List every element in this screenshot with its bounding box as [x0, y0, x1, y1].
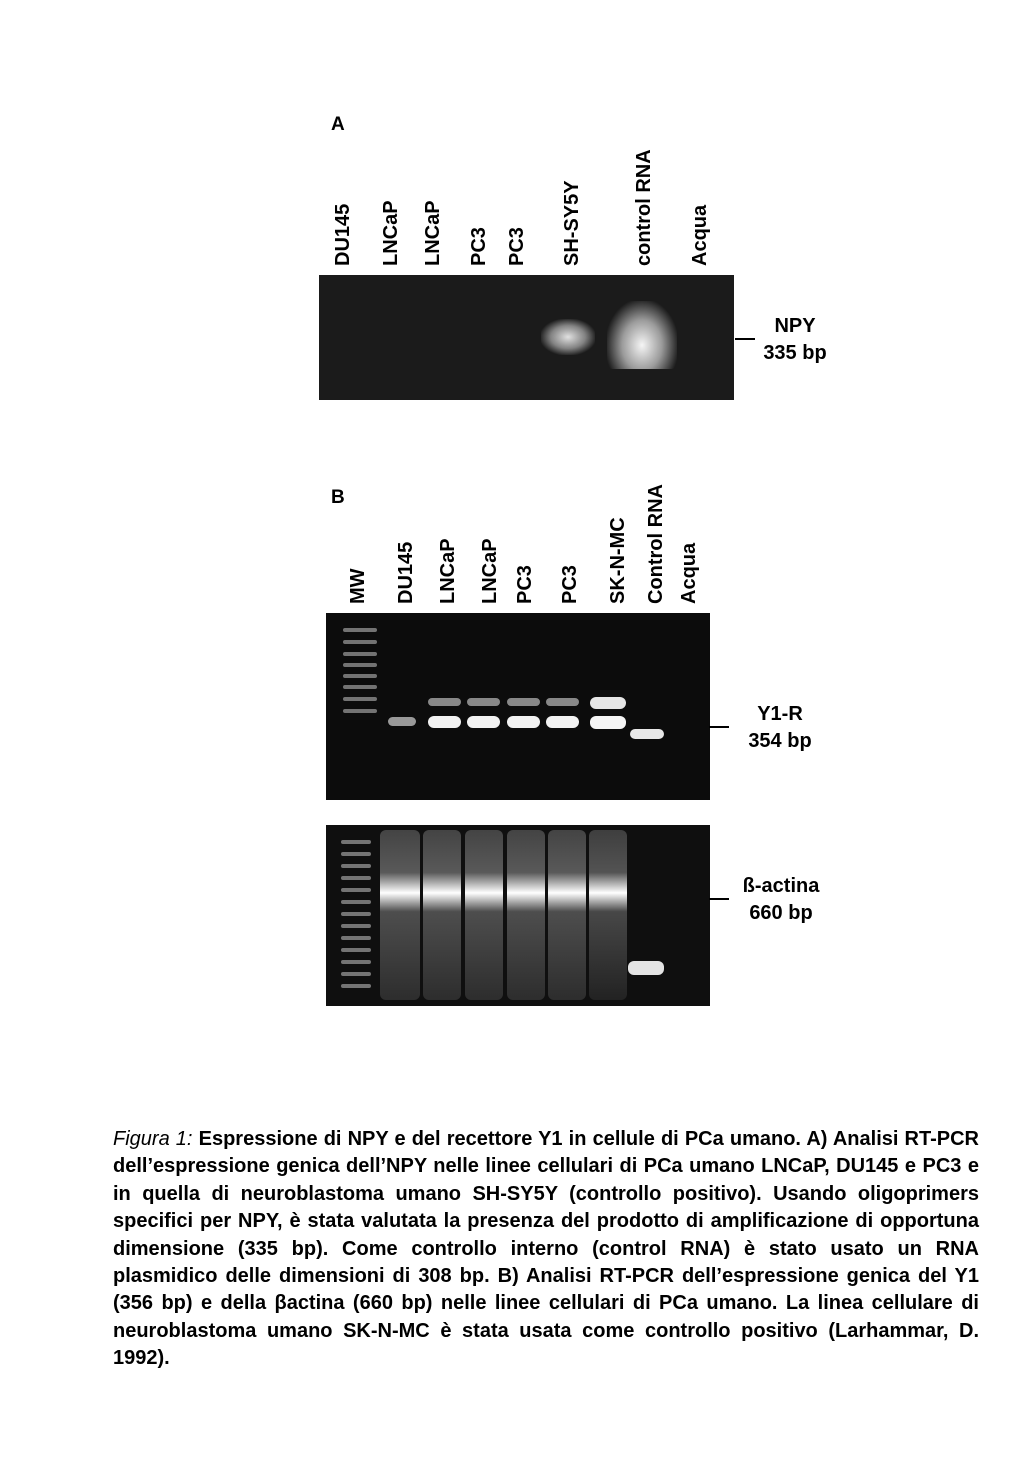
ladder-band	[341, 852, 371, 856]
ladder-band	[341, 876, 371, 880]
marker-size: 660 bp	[749, 902, 813, 924]
band	[589, 830, 627, 1000]
lane-label: DU145	[395, 541, 417, 604]
ladder-band	[341, 960, 371, 964]
lane-label: PC3	[559, 565, 581, 604]
ladder-band	[343, 697, 377, 701]
marker-size: 354 bp	[748, 730, 812, 752]
lane-label: PC3	[468, 227, 490, 266]
band	[428, 698, 461, 706]
marker-name: ß-actina	[742, 875, 820, 897]
band	[507, 716, 540, 728]
lane-label: SH-SY5Y	[561, 180, 583, 266]
band	[428, 716, 461, 728]
band	[546, 716, 579, 728]
lane-label: SK-N-MC	[607, 517, 629, 604]
band	[628, 961, 664, 975]
ladder-band	[343, 640, 377, 644]
npy-marker-label	[755, 313, 835, 367]
panel-a-letter: A	[331, 114, 345, 135]
marker-line	[735, 338, 755, 340]
band	[507, 830, 545, 1000]
marker-name: NPY	[774, 315, 816, 337]
gel-image-panel-a	[319, 275, 734, 400]
lane-label: PC3	[506, 227, 528, 266]
band	[465, 830, 503, 1000]
band	[380, 830, 420, 1000]
band	[630, 729, 664, 739]
marker-line	[709, 726, 729, 728]
lane-label: Control RNA	[645, 484, 667, 604]
ladder-band	[341, 984, 371, 988]
ladder-band	[341, 924, 371, 928]
panel-b-letter: B	[331, 487, 345, 508]
ladder-band	[341, 864, 371, 868]
ladder-band	[341, 948, 371, 952]
lane-label: DU145	[332, 203, 354, 266]
band	[507, 698, 540, 706]
marker-line	[709, 898, 729, 900]
band	[607, 301, 677, 369]
ladder-band	[341, 912, 371, 916]
ladder-band	[341, 840, 371, 844]
marker-size: 335 bp	[763, 342, 827, 364]
lane-label: Acqua	[678, 542, 700, 604]
y1r-marker-label	[735, 701, 825, 755]
marker-name: Y1-R	[757, 703, 803, 725]
caption-text: Espressione di NPY e del recettore Y1 in cellule di PCa umano. A) Analisi RT-PCR dell’espressione genica dell’NPY nelle linee cellulari di PCa umano LNCaP, DU145 e PC3 e in quella di neuroblastoma umano SH-SY5Y (controllo positivo). Usando oligoprimers specifici per NPY, è stata valutata la presenza del prodotto di amplificazione di opportuna dimensione (335 bp). Come controllo interno (control RNA) è stato usato un RNA plasmidico delle dimensioni di 308 bp. B) Analisi RT-PCR dell’espressione genica del Y1 (356 bp) e della βactina (660 bp) nelle linee cellulari di PCa umano. La linea cellulare di neuroblastoma umano SK-N-MC è stata usata come controllo positivo (Larhammar, D. 1992).	[113, 1128, 979, 1370]
band	[546, 698, 579, 706]
lane-label: LNCaP	[479, 538, 501, 604]
band	[548, 830, 586, 1000]
lane-label: Acqua	[689, 204, 711, 266]
lane-label: MW	[347, 568, 369, 604]
band	[467, 716, 500, 728]
ladder-band	[343, 674, 377, 678]
ladder-band	[343, 685, 377, 689]
lane-label: control RNA	[633, 149, 655, 266]
ladder-band	[343, 628, 377, 632]
band	[590, 697, 626, 709]
ladder-band	[341, 936, 371, 940]
band	[590, 716, 626, 729]
lane-label: LNCaP	[422, 200, 444, 266]
band	[467, 698, 500, 706]
ladder-band	[341, 900, 371, 904]
ladder-band	[343, 709, 377, 713]
ladder-band	[341, 888, 371, 892]
ladder-band	[343, 663, 377, 667]
ladder-band	[343, 652, 377, 656]
gel-image-beta-actin	[326, 825, 710, 1006]
gel-image-y1r	[326, 613, 710, 800]
lane-label: LNCaP	[380, 200, 402, 266]
ladder-band	[341, 972, 371, 976]
band	[541, 319, 595, 355]
figure-label: Figura 1:	[113, 1128, 193, 1150]
band	[388, 717, 416, 726]
band	[423, 830, 461, 1000]
lane-label: LNCaP	[437, 538, 459, 604]
figure-caption	[113, 1126, 979, 1373]
lane-label: PC3	[514, 565, 536, 604]
beta-actin-marker-label	[733, 873, 829, 927]
